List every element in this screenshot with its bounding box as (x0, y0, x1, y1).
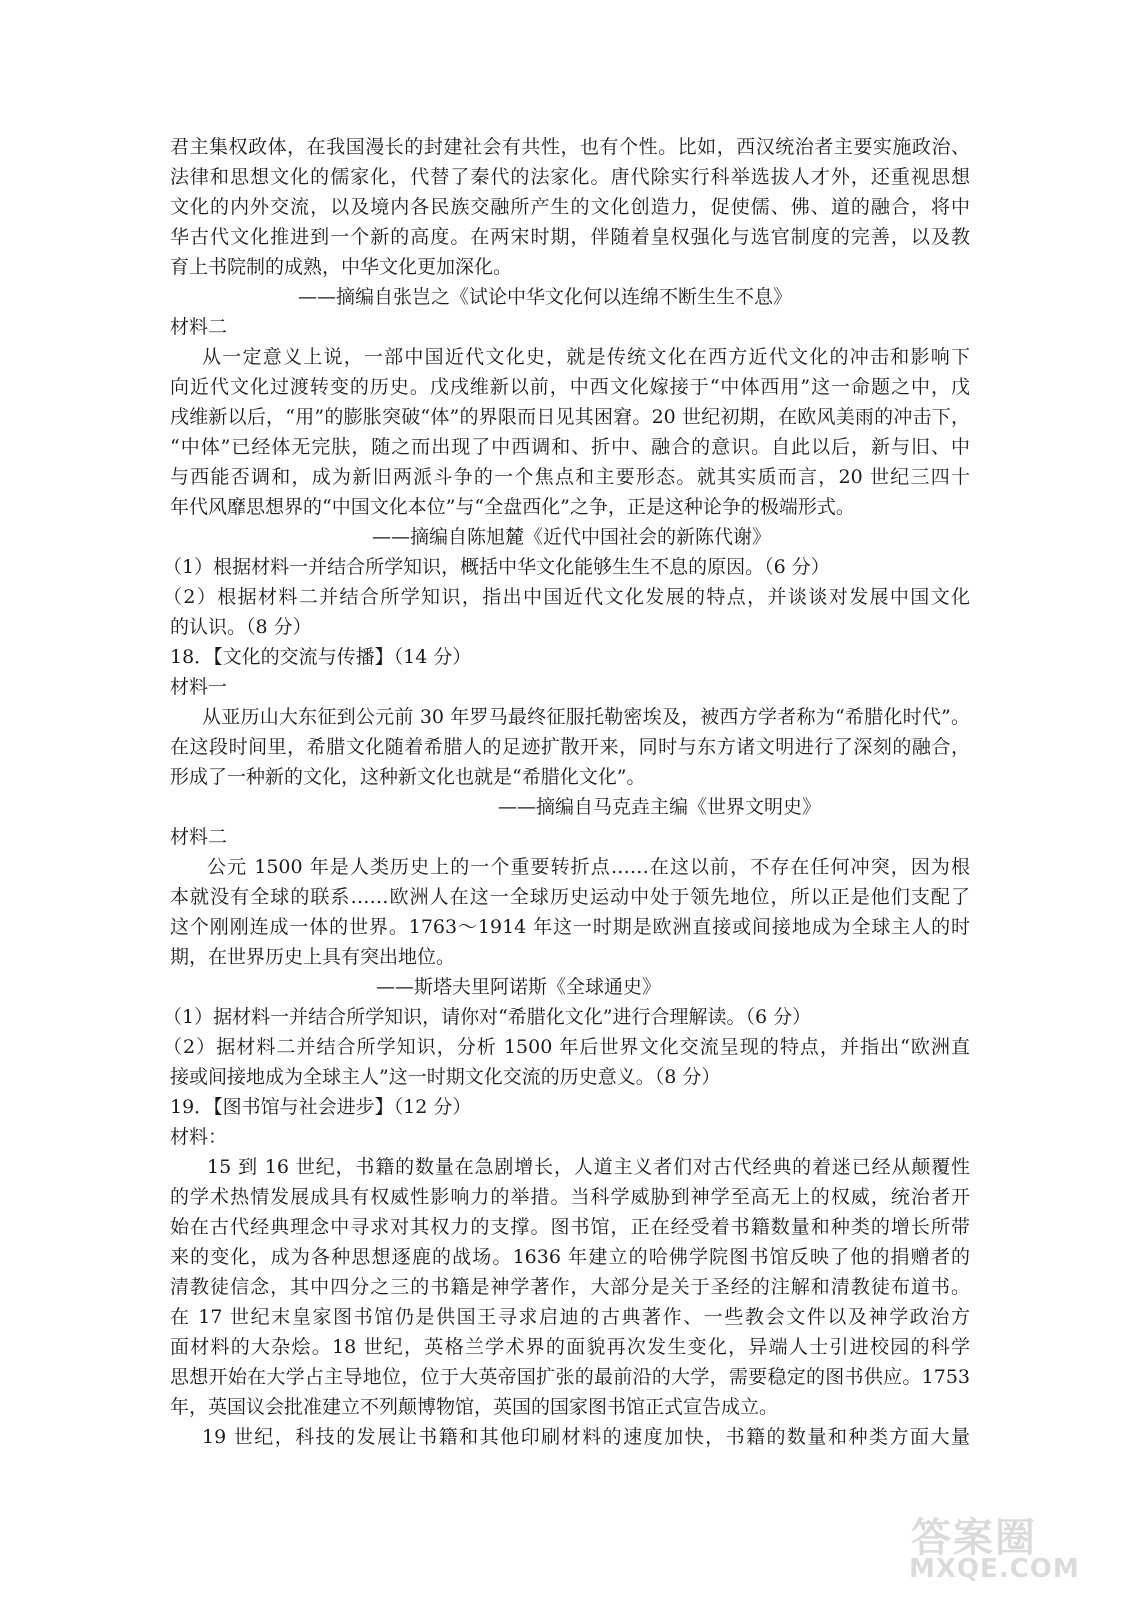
text-line: 15 到 16 世纪，书籍的数量在急剧增长，人道主义者们对古代经典的着迷已经从颠覆性 (207, 1156, 970, 1178)
text-line: 文化的内外交流，以及境内各民族交融所产生的文化创造力，促使儒、佛、道的融合，将中 (170, 196, 970, 218)
text-line: 年，英国议会批准建立不列颠博物馆，英国的国家图书馆正式宣告成立。 (170, 1396, 779, 1418)
question-2: （2）据材料二并结合所学知识，分析 1500 年后世界文化交流呈现的特点，并指出“欧洲直 (163, 1036, 970, 1058)
text-line: 向近代文化过渡转变的历史。戊戌维新以前，中西文化嫁接于“中体西用”这一命题之中，戊 (170, 376, 970, 398)
text-line: 接或间接地成为全球主人”这一时期文化交流的历史意义。（8 分） (170, 1066, 721, 1088)
text-line: 华古代文化推进到一个新的高度。在两宋时期，伴随着皇权强化与选官制度的完善，以及教 (170, 226, 970, 248)
text-line: 的学术热情发展成具有权威性影响力的举措。当科学威胁到神学至高无上的权威，统治者开 (170, 1186, 970, 1208)
question-1: （1）根据材料一并结合所学知识，概括中华文化能够生生不息的原因。（6 分） (163, 556, 830, 578)
text-line: 19 世纪，科技的发展让书籍和其他印刷材料的速度加快，书籍的数量和种类方面大量 (202, 1426, 970, 1448)
watermark-glyphs: 答案圈 (911, 1515, 1037, 1561)
text-line: 法律和思想文化的儒家化，代替了秦代的法家化。唐代除实行科举选拔人才外，还重视思想 (170, 166, 970, 188)
source-citation: ——摘编自马克垚主编《世界文明史》 (498, 796, 822, 818)
text-line: 来的变化，成为各种思想逐鹿的战场。1636 年建立的哈佛学院图书馆反映了他的捐赠者的 (170, 1246, 970, 1268)
source-citation: ——摘编自张岂之《试论中华文化何以连绵不断生生不息》 (298, 286, 793, 308)
text-line: 君主集权政体，在我国漫长的封建社会有共性，也有个性。比如，西汉统治者主要实施政治、 (170, 136, 970, 158)
text-line: 清教徒信念，其中四分之三的书籍是神学著作，大部分是关于圣经的注解和清教徒布道书。 (170, 1276, 970, 1298)
watermark-logo (905, 1508, 1105, 1588)
source-citation: ——摘编自陈旭麓《近代中国社会的新陈代谢》 (372, 526, 772, 548)
section-heading: 18．【文化的交流与传播】（14 分） (170, 646, 472, 668)
text-line: 年代风靡思想界的“中国文化本位”与“全盘西化”之争，正是这种论争的极端形式。 (170, 496, 855, 518)
text-line: 这个刚刚连成一体的世界。1763～1914 年这一时期是欧洲直接或间接地成为全球主人的时 (170, 916, 970, 938)
text-line: 期，在世界历史上具有突出地位。 (170, 946, 456, 968)
section-heading: 19．【图书馆与社会进步】（12 分） (170, 1096, 472, 1118)
material-heading: 材料一 (170, 676, 228, 698)
source-citation: ——斯塔夫里阿诺斯《全球通史》 (376, 976, 662, 998)
text-line: 从一定意义上说，一部中国近代文化史，就是传统文化在西方近代文化的冲击和影响下 (202, 346, 970, 368)
text-line: 育上书院制的成熟，中华文化更加深化。 (170, 256, 513, 278)
material-heading: 材料： (170, 1126, 228, 1148)
material-heading: 材料二 (170, 826, 228, 848)
question-2: （2）根据材料二并结合所学知识，指出中国近代文化发展的特点，并谈谈对发展中国文化 (163, 586, 970, 608)
text-line: 的认识。（8 分） (170, 616, 312, 638)
text-line: 在 17 世纪末皇家图书馆仍是供国王寻求启迪的古典著作、一些教会文件以及神学政治方 (170, 1306, 970, 1328)
text-line: 面材料的大杂烩。18 世纪，英格兰学术界的面貌再次发生变化，异端人士引进校园的科学 (170, 1336, 970, 1358)
text-line: 从亚历山大东征到公元前 30 年罗马最终征服托勒密埃及，被西方学者称为“希腊化时代”。 (202, 706, 970, 728)
text-line: “中体”已经体无完肤，随之而出现了中西调和、折中、融合的意识。自此以后，新与旧、中 (170, 436, 970, 458)
text-line: 本就没有全球的联系……欧洲人在这一全球历史运动中处于领先地位，所以正是他们支配了 (170, 886, 970, 908)
text-line: 在这段时间里，希腊文化随着希腊人的足迹扩散开来，同时与东方诸文明进行了深刻的融合， (170, 736, 970, 758)
material-heading: 材料二 (170, 316, 228, 338)
watermark-url: MXQE.COM (909, 1554, 1080, 1584)
text-line: 戌维新以后，“用”的膨胀突破“体”的界限而日见其困窘。20 世纪初期，在欧风美雨的冲击下， (170, 406, 970, 428)
text-line: 与西能否调和，成为新旧两派斗争的一个焦点和主要形态。就其实质而言，20 世纪三四十 (170, 466, 970, 488)
text-line: 始在古代经典理念中寻求对其权力的支撑。图书馆，正在经受着书籍数量和种类的增长所带 (170, 1216, 970, 1238)
text-line: 形成了一种新的文化，这种新文化也就是“希腊化文化”。 (170, 766, 646, 788)
text-line: 公元 1500 年是人类历史上的一个重要转折点……在这以前，不存在任何冲突，因为根 (207, 856, 970, 878)
text-line: 思想开始在大学占主导地位，位于大英帝国扩张的最前沿的大学，需要稳定的图书供应。1753 (170, 1366, 970, 1388)
question-1: （1）据材料一并结合所学知识，请你对“希腊化文化”进行合理解读。（6 分） (163, 1006, 812, 1028)
